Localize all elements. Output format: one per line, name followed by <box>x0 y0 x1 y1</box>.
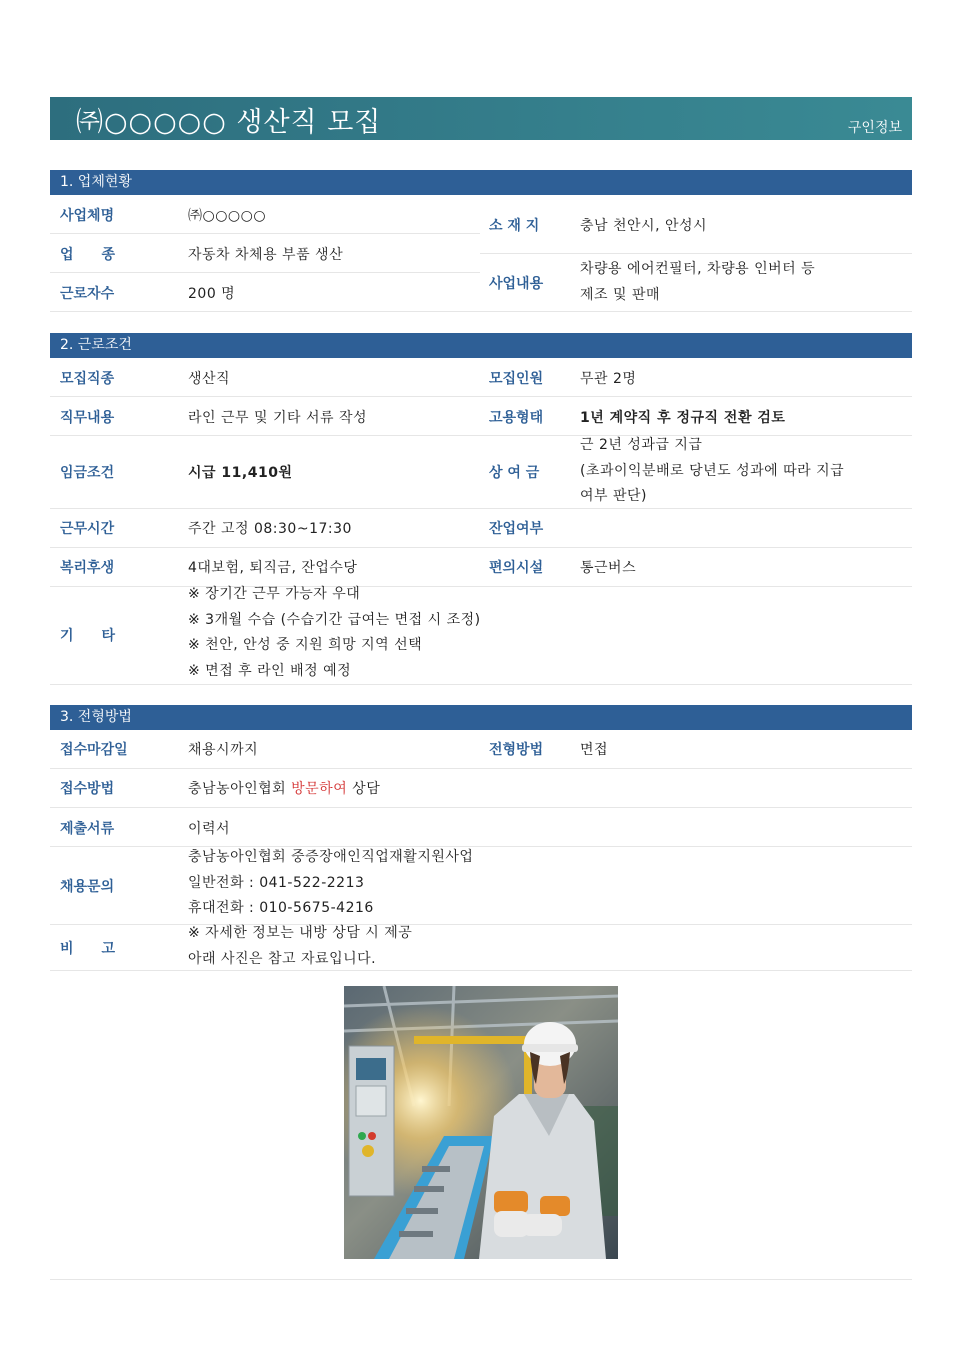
note-line1: ※ 자세한 정보는 내방 상담 시 제공 <box>188 925 413 941</box>
bonus-label: 상 여 금 <box>489 465 540 481</box>
etc-line3: ※ 천안, 안성 중 지원 희망 지역 선택 <box>188 637 423 653</box>
hours-label: 근무시간 <box>60 521 115 537</box>
factory-worker-illustration <box>344 986 618 1259</box>
welfare-label: 복리후생 <box>60 560 115 576</box>
location-value: 충남 천안시, 안성시 <box>580 218 708 234</box>
job-label: 모집직종 <box>60 371 115 387</box>
welfare-row <box>50 548 912 587</box>
etc-row <box>50 587 912 685</box>
deadline-label: 접수마감일 <box>60 742 128 758</box>
wage-label: 임금조건 <box>60 465 115 481</box>
reference-photo <box>344 986 618 1259</box>
note-label: 비 고 <box>60 941 116 957</box>
duty-label: 직무내용 <box>60 410 115 426</box>
note-value <box>188 921 412 972</box>
business-label: 사업내용 <box>489 276 544 292</box>
business-line1: 차량용 에어컨필터, 차량용 인버터 등 <box>580 261 816 277</box>
company-row <box>50 195 480 234</box>
headcount-value: 무관 2명 <box>580 371 637 387</box>
company-label: 사업체명 <box>60 208 115 224</box>
section-selection-header: 3. 전형방법 <box>50 705 912 730</box>
hours-row <box>50 509 912 548</box>
industry-value: 자동차 차체용 부품 생산 <box>188 247 344 263</box>
bonus-line1: 근 2년 성과급 지급 <box>580 437 703 453</box>
apply-value <box>188 778 380 798</box>
contact-label: 채용문의 <box>60 879 115 895</box>
wage-row <box>50 436 912 509</box>
wage-value: 시급 11,410원 <box>188 465 293 481</box>
workers-label: 근로자수 <box>60 286 115 302</box>
etc-line4: ※ 면접 후 라인 배정 예정 <box>188 662 352 679</box>
location-row <box>480 195 912 254</box>
duty-value: 라인 근무 및 기타 서류 작성 <box>188 410 368 426</box>
section-conditions-header: 2. 근로조건 <box>50 333 912 358</box>
page-title: ㈜○○○○○ 생산직 모집 <box>76 107 382 138</box>
company-value: ㈜○○○○○ <box>188 208 267 224</box>
industry-label: 업 종 <box>60 247 116 263</box>
docs-row <box>50 808 912 847</box>
facility-value: 통근버스 <box>580 560 637 576</box>
business-row <box>480 254 912 312</box>
title-tag: 구인정보 <box>847 120 902 136</box>
employment-label: 고용형태 <box>489 410 544 426</box>
workers-row <box>50 273 480 312</box>
bonus-line3: 여부 판단) <box>580 488 648 504</box>
headcount-label: 모집인원 <box>489 371 544 387</box>
contact-value <box>188 845 473 922</box>
contact-line1: 충남농아인협회 중증장애인직업재활지원사업 <box>188 849 474 865</box>
section-company-header: 1. 업체현황 <box>50 170 912 195</box>
welfare-value: 4대보험, 퇴직금, 잔업수당 <box>188 560 358 576</box>
apply-row <box>50 769 912 808</box>
contact-line2: 일반전화 : 041-522-2213 <box>188 874 365 891</box>
etc-value <box>188 582 481 684</box>
business-line2: 제조 및 판매 <box>580 286 661 303</box>
docs-label: 제출서류 <box>60 821 115 837</box>
apply-post: 상담 <box>347 781 381 797</box>
method-value: 면접 <box>580 742 609 758</box>
location-label: 소 재 지 <box>489 218 540 234</box>
note-row <box>50 925 912 971</box>
apply-pre: 충남농아인협회 <box>188 781 292 797</box>
employment-value: 1년 계약직 후 정규직 전환 검토 <box>580 410 786 426</box>
job-value: 생산직 <box>188 371 231 387</box>
contact-row <box>50 847 912 925</box>
apply-highlight: 방문하여 <box>291 781 348 797</box>
job-row <box>50 358 912 397</box>
business-value <box>580 257 815 308</box>
overtime-label: 잔업여부 <box>489 521 544 537</box>
hours-value: 주간 고정 08:30~17:30 <box>188 521 352 537</box>
bonus-value <box>580 433 844 510</box>
etc-label: 기 타 <box>60 628 116 644</box>
etc-line1: ※ 장기간 근무 가능자 우대 <box>188 586 361 602</box>
apply-label: 접수방법 <box>60 781 115 797</box>
deadline-row <box>50 730 912 769</box>
method-label: 전형방법 <box>489 742 544 758</box>
duty-row <box>50 397 912 436</box>
note-line2: 아래 사진은 참고 자료입니다. <box>188 950 377 967</box>
facility-label: 편의시설 <box>489 560 544 576</box>
bonus-line2: (초과이익분배로 당년도 성과에 따라 지급 <box>580 462 845 479</box>
title-bar <box>50 97 912 140</box>
docs-value: 이력서 <box>188 821 231 837</box>
footer-divider <box>50 1279 912 1280</box>
industry-row <box>50 234 480 273</box>
workers-value: 200 명 <box>188 286 236 302</box>
contact-line3: 휴대전화 : 010-5675-4216 <box>188 900 374 916</box>
etc-line2: ※ 3개월 수습 (수습기간 급여는 면접 시 조정) <box>188 611 481 628</box>
deadline-value: 채용시까지 <box>188 742 259 758</box>
